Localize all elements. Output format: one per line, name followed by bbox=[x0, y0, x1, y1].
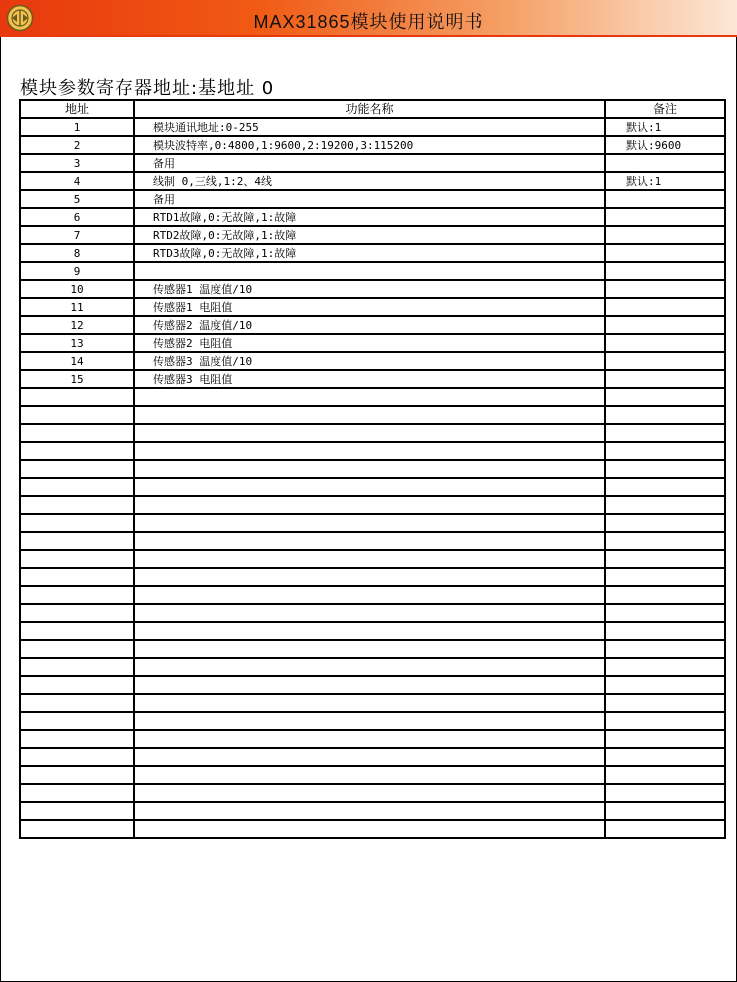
table-row bbox=[20, 280, 725, 298]
table-row bbox=[20, 208, 725, 226]
cell-function: RTD3故障,0:无故障,1:故障 bbox=[134, 244, 605, 262]
cell-remark bbox=[605, 496, 725, 514]
cell-function bbox=[134, 604, 605, 622]
cell-address: 6 bbox=[20, 208, 134, 226]
cell-remark bbox=[605, 190, 725, 208]
cell-address: 10 bbox=[20, 280, 134, 298]
cell-remark bbox=[605, 640, 725, 658]
cell-address: 9 bbox=[20, 262, 134, 280]
cell-function bbox=[134, 442, 605, 460]
cell-address bbox=[20, 658, 134, 676]
cell-address: 3 bbox=[20, 154, 134, 172]
cell-function: 线制 0,三线,1:2、4线 bbox=[134, 172, 605, 190]
cell-remark: 默认:1 bbox=[605, 172, 725, 190]
table-row-empty bbox=[20, 388, 725, 406]
table-body bbox=[20, 118, 725, 838]
cell-remark bbox=[605, 280, 725, 298]
cell-address bbox=[20, 820, 134, 838]
table-row-empty bbox=[20, 676, 725, 694]
cell-remark bbox=[605, 730, 725, 748]
table-row-empty bbox=[20, 568, 725, 586]
cell-remark bbox=[605, 154, 725, 172]
cell-address bbox=[20, 712, 134, 730]
cell-remark bbox=[605, 550, 725, 568]
table-row bbox=[20, 226, 725, 244]
cell-address bbox=[20, 568, 134, 586]
cell-remark bbox=[605, 298, 725, 316]
table-row bbox=[20, 334, 725, 352]
cell-function bbox=[134, 550, 605, 568]
cell-address bbox=[20, 640, 134, 658]
cell-function: 传感器3 电阻值 bbox=[134, 370, 605, 388]
cell-remark: 默认:9600 bbox=[605, 136, 725, 154]
table-row bbox=[20, 172, 725, 190]
cell-address bbox=[20, 586, 134, 604]
cell-remark bbox=[605, 820, 725, 838]
cell-remark bbox=[605, 748, 725, 766]
cell-remark bbox=[605, 784, 725, 802]
cell-address bbox=[20, 766, 134, 784]
cell-function bbox=[134, 532, 605, 550]
cell-address: 7 bbox=[20, 226, 134, 244]
cell-address: 5 bbox=[20, 190, 134, 208]
cell-remark bbox=[605, 352, 725, 370]
table-row-empty bbox=[20, 820, 725, 838]
cell-function bbox=[134, 784, 605, 802]
cell-remark bbox=[605, 658, 725, 676]
table-row bbox=[20, 262, 725, 280]
cell-address bbox=[20, 532, 134, 550]
table-row bbox=[20, 352, 725, 370]
cell-address: 14 bbox=[20, 352, 134, 370]
cell-function: 备用 bbox=[134, 154, 605, 172]
table-header-row bbox=[20, 100, 725, 118]
cell-function: 模块通讯地址:0-255 bbox=[134, 118, 605, 136]
cell-function bbox=[134, 496, 605, 514]
cell-remark bbox=[605, 388, 725, 406]
cell-address bbox=[20, 442, 134, 460]
cell-remark bbox=[605, 586, 725, 604]
cell-address bbox=[20, 478, 134, 496]
cell-address bbox=[20, 604, 134, 622]
cell-remark bbox=[605, 442, 725, 460]
cell-address: 8 bbox=[20, 244, 134, 262]
cell-function: 备用 bbox=[134, 190, 605, 208]
table-row-empty bbox=[20, 460, 725, 478]
cell-address: 2 bbox=[20, 136, 134, 154]
cell-function bbox=[134, 712, 605, 730]
section-title: 模块参数寄存器地址:基地址 0 bbox=[20, 78, 275, 99]
table-row-empty bbox=[20, 586, 725, 604]
table-row-empty bbox=[20, 622, 725, 640]
cell-function: 传感器3 温度值/10 bbox=[134, 352, 605, 370]
cell-address bbox=[20, 406, 134, 424]
cell-function bbox=[134, 730, 605, 748]
cell-function: 传感器2 电阻值 bbox=[134, 334, 605, 352]
table-row-empty bbox=[20, 730, 725, 748]
cell-remark bbox=[605, 766, 725, 784]
cell-address bbox=[20, 748, 134, 766]
cell-remark bbox=[605, 712, 725, 730]
table-row bbox=[20, 136, 725, 154]
cell-remark bbox=[605, 406, 725, 424]
cell-remark bbox=[605, 370, 725, 388]
cell-address: 4 bbox=[20, 172, 134, 190]
cell-address bbox=[20, 424, 134, 442]
table-row-empty bbox=[20, 784, 725, 802]
cell-remark bbox=[605, 208, 725, 226]
table-row bbox=[20, 244, 725, 262]
table-row-empty bbox=[20, 748, 725, 766]
table-row-empty bbox=[20, 406, 725, 424]
cell-remark bbox=[605, 622, 725, 640]
cell-function bbox=[134, 658, 605, 676]
cell-address: 11 bbox=[20, 298, 134, 316]
cell-function bbox=[134, 514, 605, 532]
cell-function: 模块波特率,0:4800,1:9600,2:19200,3:115200 bbox=[134, 136, 605, 154]
cell-address bbox=[20, 388, 134, 406]
cell-address: 1 bbox=[20, 118, 134, 136]
cell-remark bbox=[605, 262, 725, 280]
cell-function bbox=[134, 406, 605, 424]
cell-function bbox=[134, 694, 605, 712]
cell-function bbox=[134, 424, 605, 442]
cell-remark bbox=[605, 244, 725, 262]
cell-function bbox=[134, 640, 605, 658]
cell-address bbox=[20, 730, 134, 748]
cell-function: 传感器1 电阻值 bbox=[134, 298, 605, 316]
cell-remark bbox=[605, 532, 725, 550]
cell-remark bbox=[605, 514, 725, 532]
cell-function bbox=[134, 820, 605, 838]
table-row-empty bbox=[20, 604, 725, 622]
cell-function bbox=[134, 676, 605, 694]
cell-function bbox=[134, 478, 605, 496]
cell-remark bbox=[605, 334, 725, 352]
cell-function bbox=[134, 586, 605, 604]
cell-remark bbox=[605, 460, 725, 478]
cell-address bbox=[20, 676, 134, 694]
cell-remark bbox=[605, 802, 725, 820]
cell-remark bbox=[605, 478, 725, 496]
cell-address bbox=[20, 550, 134, 568]
table-row-empty bbox=[20, 442, 725, 460]
cell-remark bbox=[605, 604, 725, 622]
table-row-empty bbox=[20, 694, 725, 712]
table-row-empty bbox=[20, 496, 725, 514]
table-row bbox=[20, 298, 725, 316]
table-row bbox=[20, 370, 725, 388]
document-title: MAX31865模块使用说明书 bbox=[253, 12, 484, 32]
cell-address: 13 bbox=[20, 334, 134, 352]
table-row-empty bbox=[20, 532, 725, 550]
cell-function bbox=[134, 766, 605, 784]
column-header-remark: 备注 bbox=[605, 100, 725, 118]
cell-function bbox=[134, 388, 605, 406]
cell-function: 传感器1 温度值/10 bbox=[134, 280, 605, 298]
cell-remark bbox=[605, 424, 725, 442]
table-row-empty bbox=[20, 550, 725, 568]
cell-remark bbox=[605, 694, 725, 712]
cell-address: 15 bbox=[20, 370, 134, 388]
cell-address bbox=[20, 694, 134, 712]
cell-address bbox=[20, 496, 134, 514]
cell-remark bbox=[605, 676, 725, 694]
cell-address bbox=[20, 784, 134, 802]
cell-function bbox=[134, 460, 605, 478]
column-header-function: 功能名称 bbox=[134, 100, 605, 118]
cell-remark: 默认:1 bbox=[605, 118, 725, 136]
cell-function bbox=[134, 748, 605, 766]
table-row-empty bbox=[20, 712, 725, 730]
cell-function: RTD2故障,0:无故障,1:故障 bbox=[134, 226, 605, 244]
cell-address: 12 bbox=[20, 316, 134, 334]
table-row-empty bbox=[20, 802, 725, 820]
cell-function: 传感器2 温度值/10 bbox=[134, 316, 605, 334]
table-row bbox=[20, 154, 725, 172]
table-row bbox=[20, 190, 725, 208]
table-row-empty bbox=[20, 514, 725, 532]
table-row-empty bbox=[20, 766, 725, 784]
cell-function bbox=[134, 622, 605, 640]
cell-remark bbox=[605, 226, 725, 244]
table-row bbox=[20, 118, 725, 136]
cell-address bbox=[20, 460, 134, 478]
register-table bbox=[19, 99, 726, 839]
table-row-empty bbox=[20, 658, 725, 676]
cell-remark bbox=[605, 316, 725, 334]
cell-function bbox=[134, 262, 605, 280]
table-row-empty bbox=[20, 424, 725, 442]
cell-address bbox=[20, 622, 134, 640]
header-bar bbox=[0, 0, 737, 37]
cell-function bbox=[134, 568, 605, 586]
cell-function: RTD1故障,0:无故障,1:故障 bbox=[134, 208, 605, 226]
cell-address bbox=[20, 802, 134, 820]
cell-function bbox=[134, 802, 605, 820]
cell-remark bbox=[605, 568, 725, 586]
table-row bbox=[20, 316, 725, 334]
table-row-empty bbox=[20, 478, 725, 496]
cell-address bbox=[20, 514, 134, 532]
table-row-empty bbox=[20, 640, 725, 658]
column-header-address: 地址 bbox=[20, 100, 134, 118]
